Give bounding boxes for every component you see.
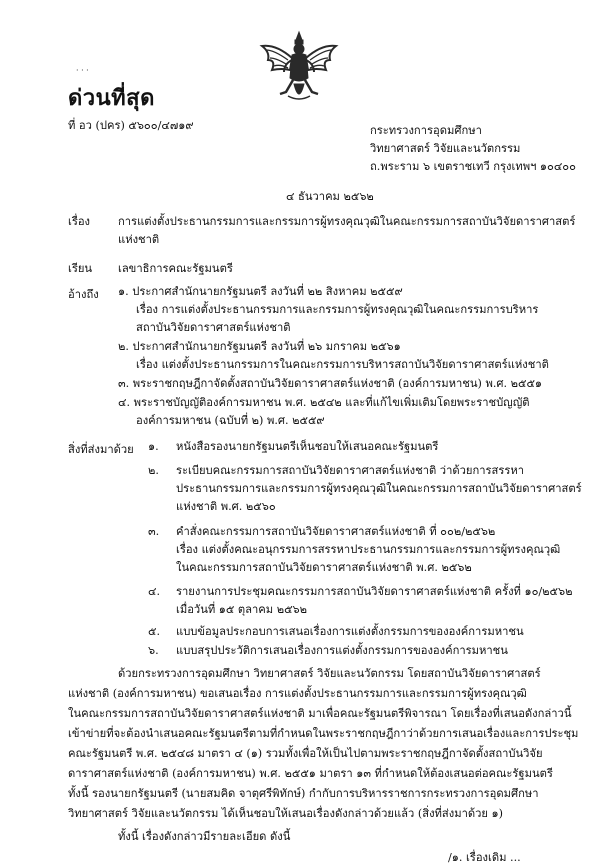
margin-mark: · · · [76, 66, 89, 75]
body-line-1: ด้วยกระทรวงการอุดมศึกษา วิทยาศาสตร์ วิจัยและนวัตกรรม โดยสถาบันวิจัยดาราศาสตร์ [118, 667, 541, 680]
body-line-7: ทั้งนี้ รองนายกรัฐมนตรี (นายสมคิด จาตุศรีพิทักษ์) กำกับการบริหารราชการกระทรวงการอุดมศึกษา [68, 787, 539, 800]
body-line-5: คณะรัฐมนตรี พ.ศ. ๒๕๔๘ มาตรา ๔ (๑) รวมทั้งเพื่อให้เป็นไปตามพระราชกฤษฎีกาจัดตั้งสถาบันวิจัย [68, 747, 543, 760]
enclosure-6-num: ๖. [148, 644, 159, 657]
recipient-text: เลขาธิการคณะรัฐมนตรี [118, 262, 233, 275]
enclosure-3-line1: คำสั่งคณะกรรมการสถาบันวิจัยดาราศาสตร์แห่งชาติ ที่ ๐๐๒/๒๕๖๒ [176, 525, 496, 538]
references-label: อ้างถึง [68, 288, 99, 301]
enclosure-6-line1: แบบสรุปประวัติการเสนอเรื่องการแต่งตั้งกรรมการขององค์การมหาชน [176, 644, 508, 657]
enclosure-3-line2: เรื่อง แต่งตั้งคณะอนุกรรมการสรรหาประธานกรรมการและกรรมการผู้ทรงคุณวุฒิ [176, 543, 561, 556]
enclosures-label: สิ่งที่ส่งมาด้วย [68, 443, 134, 456]
subject-label: เรื่อง [68, 215, 91, 228]
reference-3-line1: ๓. พระราชกฤษฎีกาจัดตั้งสถาบันวิจัยดาราศาสตร์แห่งชาติ (องค์การมหาชน) พ.ศ. ๒๕๕๑ [118, 377, 543, 390]
enclosure-2-line1: ระเบียบคณะกรรมการสถาบันวิจัยดาราศาสตร์แห่งชาติ ว่าด้วยการสรรหา [176, 464, 525, 477]
ministry-name-line2: วิทยาศาสตร์ วิจัยและนวัตกรรม [370, 142, 521, 155]
reference-2-line1: ๒. ประกาศสำนักนายกรัฐมนตรี ลงวันที่ ๒๖ มกราคม ๒๕๖๑ [118, 340, 401, 353]
document-date: ๔ ธันวาคม ๒๕๖๒ [286, 190, 374, 203]
reference-4-line2: องค์การมหาชน (ฉบับที่ ๒) พ.ศ. ๒๕๕๙ [136, 414, 325, 427]
subject-text-line2: แห่งชาติ [118, 233, 160, 246]
body-line-6: ดาราศาสตร์แห่งชาติ (องค์การมหาชน) พ.ศ. ๒๕๕๑ มาตรา ๑๓ ที่กำหนดให้ต้องเสนอต่อคณะรัฐมนตรี [68, 767, 553, 780]
reference-1-line1: ๑. ประกาศสำนักนายกรัฐมนตรี ลงวันที่ ๒๒ สิงหาคม ๒๕๕๙ [118, 285, 403, 298]
reference-2-line2: เรื่อง แต่งตั้งประธานกรรมการในคณะกรรมการบริหารสถาบันวิจัยดาราศาสตร์แห่งชาติ [136, 358, 549, 371]
enclosure-5-num: ๕. [148, 625, 161, 638]
ministry-name: กระทรวงการอุดมศึกษา [370, 124, 482, 137]
body-line-8: วิทยาศาสตร์ วิจัยและนวัตกรรม ได้เห็นชอบให้เสนอเรื่องดังกล่าวด้วยแล้ว (สิ่งที่ส่งมาด้วย ๑) [68, 807, 503, 820]
enclosure-4-line1: รายงานการประชุมคณะกรรมการสถาบันวิจัยดาราศาสตร์แห่งชาติ ครั้งที่ ๑๐/๒๕๖๒ [176, 585, 573, 598]
enclosure-4-line2: เมื่อวันที่ ๑๕ ตุลาคม ๒๕๖๒ [176, 603, 308, 616]
body-line-4: เข้าข่ายที่จะต้องนำเสนอคณะรัฐมนตรีตามที่กำหนดในพระราชกฤษฎีกาว่าด้วยการเสนอเรื่องและการประชุม [68, 727, 579, 740]
recipient-label: เรียน [68, 262, 93, 275]
enclosure-2-line2: ประธานกรรมการและกรรมการผู้ทรงคุณวุฒิในคณะกรรมการสถาบันวิจัยดาราศาสตร์ [176, 482, 582, 495]
garuda-emblem [258, 30, 340, 106]
enclosure-4-num: ๔. [148, 585, 161, 598]
reference-1-line3: สถาบันวิจัยดาราศาสตร์แห่งชาติ [136, 321, 291, 334]
enclosure-3-num: ๓. [148, 525, 160, 538]
body-line-3: ในคณะกรรมการสถาบันวิจัยดาราศาสตร์แห่งชาติ มาเพื่อคณะรัฐมนตรีพิจารณา โดยเรื่องที่เสนอดังกล่าวนี้ [68, 707, 572, 720]
urgency-label: ด่วนที่สุด [68, 85, 155, 111]
reference-1-line2: เรื่อง การแต่งตั้งประธานกรรมการและกรรมการผู้ทรงคุณวุฒิในคณะกรรมการบริหาร [136, 303, 539, 316]
reference-4-line1: ๔. พระราชบัญญัติองค์การมหาชน พ.ศ. ๒๕๔๒ และที่แก้ไขเพิ่มเติมโดยพระราชบัญญัติ [118, 396, 530, 409]
enclosure-2-num: ๒. [148, 464, 159, 477]
body-closing: ทั้งนี้ เรื่องดังกล่าวมีรายละเอียด ดังนี้ [118, 830, 291, 843]
subject-text-line1: การแต่งตั้งประธานกรรมการและกรรมการผู้ทรงคุณวุฒิในคณะกรรมการสถาบันวิจัยดาราศาสตร์ [118, 215, 576, 228]
body-line-2: แห่งชาติ (องค์การมหาชน) ขอเสนอเรื่อง การแต่งตั้งประธานกรรมการและกรรมการผู้ทรงคุณวุฒิ [68, 687, 527, 700]
enclosure-3-line3: ในคณะกรรมการสถาบันวิจัยดาราศาสตร์แห่งชาติ พ.ศ. ๒๕๖๒ [176, 561, 472, 574]
enclosure-1-line1: หนังสือรองนายกรัฐมนตรีเห็นชอบให้เสนอคณะรัฐมนตรี [176, 440, 439, 453]
enclosure-5-line1: แบบข้อมูลประกอบการเสนอเรื่องการแต่งตั้งกรรมการขององค์การมหาชน [176, 625, 524, 638]
enclosure-1-num: ๑. [148, 440, 159, 453]
enclosure-2-line3: แห่งชาติ พ.ศ. ๒๕๖๐ [176, 500, 276, 513]
ministry-address: ถ.พระราม ๖ เขตราชเทวี กรุงเทพฯ ๑๐๔๐๐ [370, 160, 576, 173]
continuation-marker: /๑. เรื่องเดิม ... [448, 851, 521, 864]
document-number: ที่ อว (ปคร) ๕๖๐๐/๔๗๑๙ [68, 119, 194, 132]
